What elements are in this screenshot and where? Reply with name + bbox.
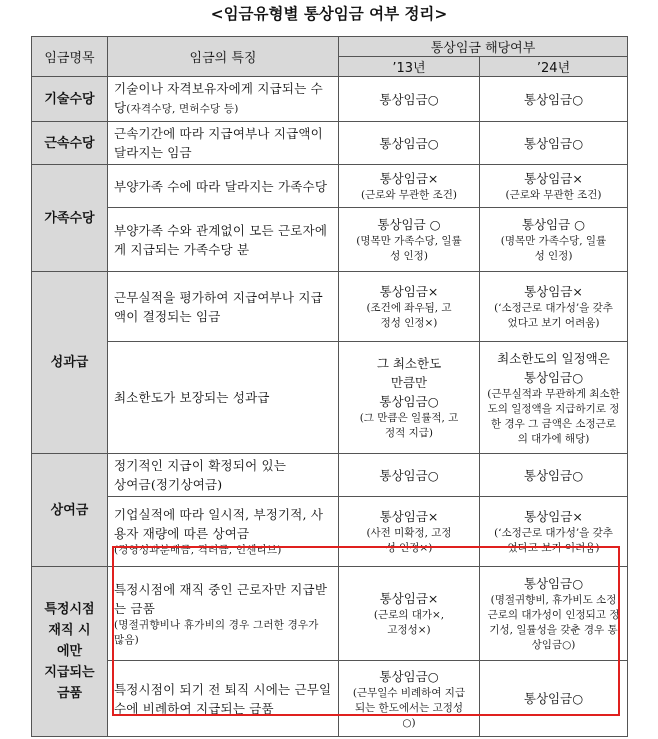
- value-main: 통상임금×: [524, 509, 583, 524]
- value-2013: [339, 342, 480, 454]
- value-2013: [339, 208, 480, 272]
- category-bonus: 상여금: [32, 454, 108, 567]
- value-main: 통상임금○: [523, 576, 584, 591]
- value-line: 최소한도의 일정액은: [497, 350, 610, 366]
- value-2013: [339, 497, 480, 567]
- feature-note: (경영성과분배금, 격려금, 인센티브): [114, 544, 282, 556]
- feature-cell: [108, 567, 339, 661]
- value-main: 통상임금×: [379, 284, 439, 299]
- value-note: (근무일수 비례하여 지급되는 한도에서는 고정성○): [352, 686, 466, 729]
- feature-text: 근속기간에 따라 지급여부나 지급액이 달라지는 임금: [108, 122, 339, 165]
- table-row: [32, 497, 628, 567]
- feature-cell: [108, 77, 339, 122]
- value-2024: [480, 567, 628, 661]
- table-row: [32, 454, 628, 497]
- table-row: [32, 77, 628, 122]
- feature-text: 특정시점에 재직 중인 근로자만 지급받는 금품: [114, 581, 328, 616]
- value-main: 통상임금×: [524, 284, 583, 299]
- category-specific-time-payment: [32, 567, 108, 737]
- feature-text: 부양가족 수에 따라 달라지는 가족수당: [108, 165, 339, 208]
- category-line: 특정시점: [44, 602, 95, 617]
- value-main: 통상임금 ○: [377, 217, 441, 232]
- page-title: <임금유형별 통상임금 여부 정리>: [210, 5, 448, 23]
- category-line: 재직 시: [48, 623, 91, 638]
- value-2013: [339, 165, 480, 208]
- value-2024: 통상임금○: [480, 661, 628, 737]
- table-row: [32, 272, 628, 342]
- value-note: (근무실적과 무관하게 최소한도의 일정액을 지급하기로 정한 경우 그 금액은 소정근로의 대가에 해당): [487, 387, 620, 445]
- feature-text: 최소한도가 보장되는 성과급: [108, 342, 339, 454]
- value-main: 통상임금○: [523, 369, 584, 385]
- value-main: 통상임금×: [524, 171, 583, 186]
- feature-text: 기업실적에 따라 일시적, 부정기적, 사용자 재량에 따른 상여금: [114, 507, 324, 541]
- feature-text: 근무실적을 평가하여 지급여부나 지급액이 결정되는 임금: [108, 272, 339, 342]
- feature-text: 기술이나 자격보유자에게 지급되는 수당: [114, 81, 323, 115]
- value-2013: [339, 567, 480, 661]
- category-performance-pay: 성과급: [32, 272, 108, 454]
- wage-type-table: [31, 36, 628, 737]
- value-main: 통상임금×: [379, 171, 439, 186]
- value-2013: 통상임금○: [339, 122, 480, 165]
- value-2024: [480, 208, 628, 272]
- feature-note: (명절귀향비나 휴가비의 경우 그러한 경우가 많음): [114, 618, 319, 646]
- category-line: 금품: [56, 686, 83, 701]
- value-2024: [480, 165, 628, 208]
- value-2013: [339, 661, 480, 737]
- value-line: 만큼만: [390, 375, 428, 390]
- table-row: [32, 661, 628, 737]
- feature-note: (자격수당, 면허수당 등): [126, 103, 239, 115]
- value-2024: 통상임금○: [480, 122, 628, 165]
- feature-text: 정기적인 지급이 확정되어 있는: [114, 458, 287, 473]
- value-2013: 통상임금○: [339, 77, 480, 122]
- value-note: (근로와 무관한 조건): [360, 189, 457, 201]
- header-wage-name: 임금명목: [32, 37, 108, 77]
- category-skill-allowance: 기술수당: [32, 77, 108, 122]
- value-main: 통상임금 ○: [521, 217, 586, 232]
- value-2024: 통상임금○: [480, 454, 628, 497]
- feature-cell: [108, 454, 339, 497]
- value-note: (그 만큼은 일률적, 고정적 지급): [359, 412, 459, 439]
- table-row: [32, 208, 628, 272]
- value-note: (근로와 무관한 조건): [505, 189, 602, 201]
- value-note: (조건에 좌우됨, 고정성 인정×): [366, 302, 452, 329]
- feature-text: 특정시점이 되기 전 퇴직 시에는 근무일수에 비례하여 지급되는 금품: [108, 661, 339, 737]
- value-note: (‘소정근로 대가성’을 갖추었다고 보기 어려움): [494, 302, 613, 329]
- header-wage-feature: 임금의 특징: [108, 37, 339, 77]
- value-main: 통상임금×: [379, 591, 439, 606]
- feature-text: 부양가족 수와 관계없이 모든 근로자에게 지급되는 가족수당 분: [108, 208, 339, 272]
- header-ordinary-wage: 통상임금 해당여부: [339, 37, 628, 57]
- feature-cell: [108, 497, 339, 567]
- value-note: (명목만 가족수당, 일률성 인정): [500, 235, 607, 262]
- category-line: 지급되는: [44, 665, 95, 680]
- value-2024: 통상임금○: [480, 77, 628, 122]
- value-2013: 통상임금○: [339, 454, 480, 497]
- feature-text: 상여금(정기상여금): [114, 477, 223, 492]
- value-note: (‘소정근로 대가성’을 갖추었다고 보기 어려움): [494, 527, 613, 554]
- value-line: 그 최소한도: [376, 356, 442, 371]
- table-row: [32, 567, 628, 661]
- value-note: (근로의 대가×, 고정성×): [373, 609, 445, 636]
- header-year-2013: ’13년: [339, 57, 480, 77]
- value-note: (사전 미확정, 고정성 인정×): [366, 527, 452, 554]
- category-family-allowance: 가족수당: [32, 165, 108, 272]
- table-row: [32, 122, 628, 165]
- category-tenure-allowance: 근속수당: [32, 122, 108, 165]
- table-row: [32, 165, 628, 208]
- value-note: (명목만 가족수당, 일률성 인정): [356, 235, 462, 262]
- value-main: 통상임금×: [379, 509, 439, 524]
- table-row: [32, 342, 628, 454]
- value-main: 통상임금○: [379, 394, 439, 409]
- value-2024: [480, 497, 628, 567]
- header-year-2024: ’24년: [480, 57, 628, 77]
- value-main: 통상임금○: [379, 668, 439, 684]
- category-line: 에만: [56, 644, 83, 659]
- value-2024: [480, 272, 628, 342]
- value-2013: [339, 272, 480, 342]
- value-note: (명절귀향비, 휴가비도 소정근로의 대가성이 인정되고 정기성, 일률성을 갖춘 경우 통상임금○): [487, 594, 620, 651]
- value-2024: [480, 342, 628, 454]
